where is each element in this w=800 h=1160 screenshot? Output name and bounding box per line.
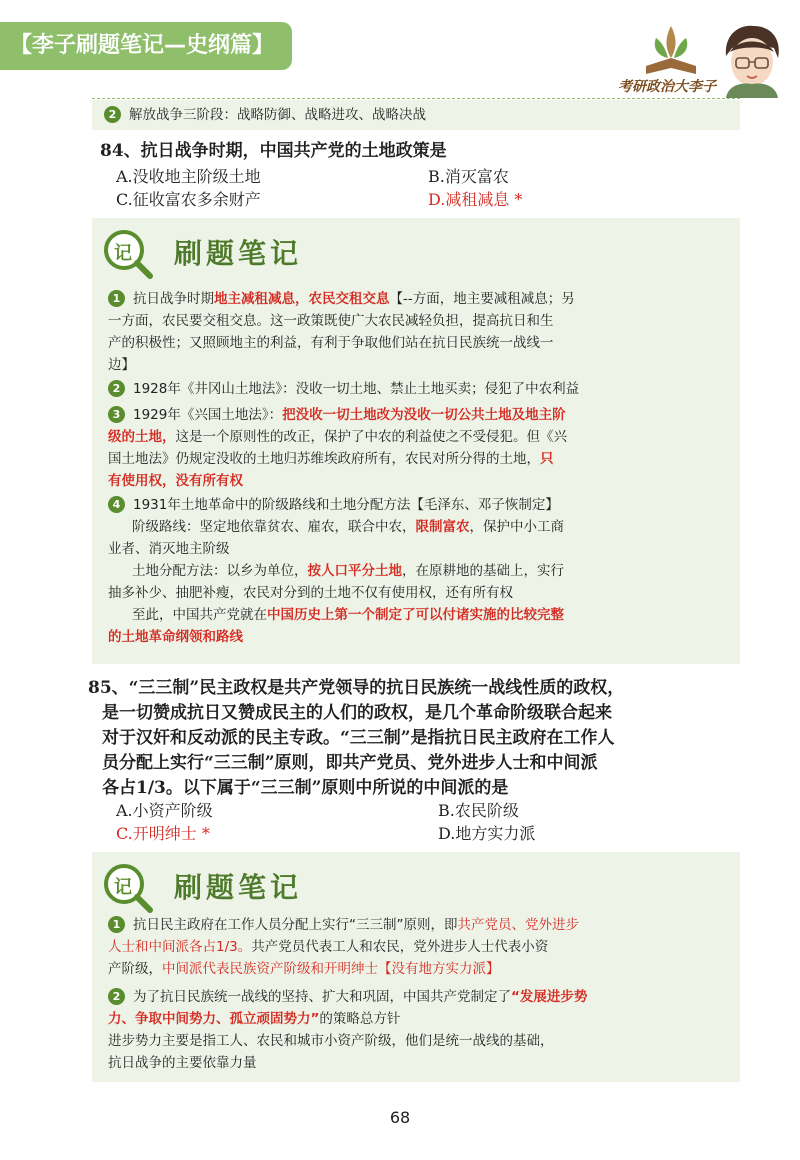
page-number: 68 [389,1108,411,1127]
number-badge: 2 [108,380,125,397]
notes1-item-4: 4 1931年土地革命中的阶级路线和土地分配方法【毛泽东、邓子恢制定】 阶级路线：坚定地依靠贫农、雇农，联合中农，限制富农，保护中小工商 业者、消灭地主阶级 土地分配方法：以乡为单位，按人口平分土地，在原耕地的基础上，实行 抽多补少、抽肥补瘦，农民对分到的土地不仅有使用权，还有所有权 至此，中国共产党就在中国历史上第一个制定了可以付诸实施的比较完整 的土地革命纲领和路线 [108,497,564,645]
number-badge: 2 [104,106,121,123]
q85-option-c-answer: C.开明绅士 * [116,824,210,843]
q84-option-d-answer: D.减租减息 * [428,190,523,209]
notes1-item-3: 3 1929年《兴国土地法》：把没收一切土地改为没收一切公共土地及地主阶 级的土地，这是一个原则性的改正，保护了中农的利益使之不受侵犯。但《兴 国土地法》仍规定没收的土地归苏维埃政府所有，农民对所分得的土地，只 有使用权，没有所有权 [108,407,567,489]
q85-option-a: A.小资产阶级 [116,801,213,820]
top-note-line [104,102,426,128]
top-note-text: 解放战争三阶段：战略防御、战略进攻、战略决战 [129,107,426,123]
avatar-icon [712,18,792,98]
notes2-header [92,856,740,914]
notes1-item-1: 1 抗日战争时期地主减租减息，农民交租交息【--方面，地主要减租减息；另 一方面，农民要交租交息。这一政策既使广大农民减轻负担，提高抗日和生 产的积极性；又照顾地主的利益，有利于争取他们站在抗日民族统一战线一 边】 [108,291,575,373]
header-divider [92,98,740,99]
q84-option-c: C.征收富农多余财产 [116,190,261,209]
number-badge: 2 [108,988,125,1005]
notes2-item-1: 1 抗日民主政府在工作人员分配上实行“三三制”原则，即共产党员、党外进步 人士和中间派各占1/3。共产党员代表工人和农民，党外进步人士代表小资 产阶级，中间派代表民族资产阶级和开明绅士【没有地方实力派】 [108,917,579,977]
logo-caption: 考研政治大李子 [618,79,716,95]
notes1-title: 刷题笔记 [174,237,303,270]
magnifier-label: 记 [114,243,132,264]
q84-option-a: A.没收地主阶级土地 [116,167,261,186]
notes2-item-2: 2 为了抗日民族统一战线的坚持、扩大和巩固，中国共产党制定了“发展进步势 力、争取中间势力、孤立顽固势力”的策略总方针 进步势力主要是指工人、农民和城市小资产阶级，他们是统一战线的基础， 抗日战争的主要依靠力量 [108,989,588,1071]
q84-option-b: B.消灭富农 [428,167,509,186]
notes1-item-2: 2 1928年《井冈山土地法》：没收一切土地、禁止土地买卖；侵犯了中农利益 [108,378,734,400]
notes1-header [92,222,740,280]
q85-option-d: D.地方实力派 [438,824,536,843]
q85-option-b: B.农民阶级 [438,801,519,820]
number-badge: 4 [108,496,125,513]
q84-title: 84、抗日战争时期，中国共产党的土地政策是 [100,141,447,161]
number-badge: 3 [108,406,125,423]
number-badge: 1 [108,916,125,933]
q85-stem: 85、“三三制”民主政权是共产党领导的抗日民族统一战线性质的政权， 是一切赞成抗日又赞成民主的人们的政权，是几个革命阶级联合起来 对于汉奸和反动派的民主专政。“三三制”是指抗日民主政府在工作人 员分配上实行“三三制”原则，即共产党员、党外进步人士和中间派 各占1/3。以下属于“三三制”原则中所说的中间派的是 [88,678,625,798]
number-badge: 1 [108,290,125,307]
header-banner: 【李子刷题笔记—史纲篇】 [0,22,292,70]
notes2-title: 刷题笔记 [174,871,303,904]
magnifier-label: 记 [114,877,132,898]
